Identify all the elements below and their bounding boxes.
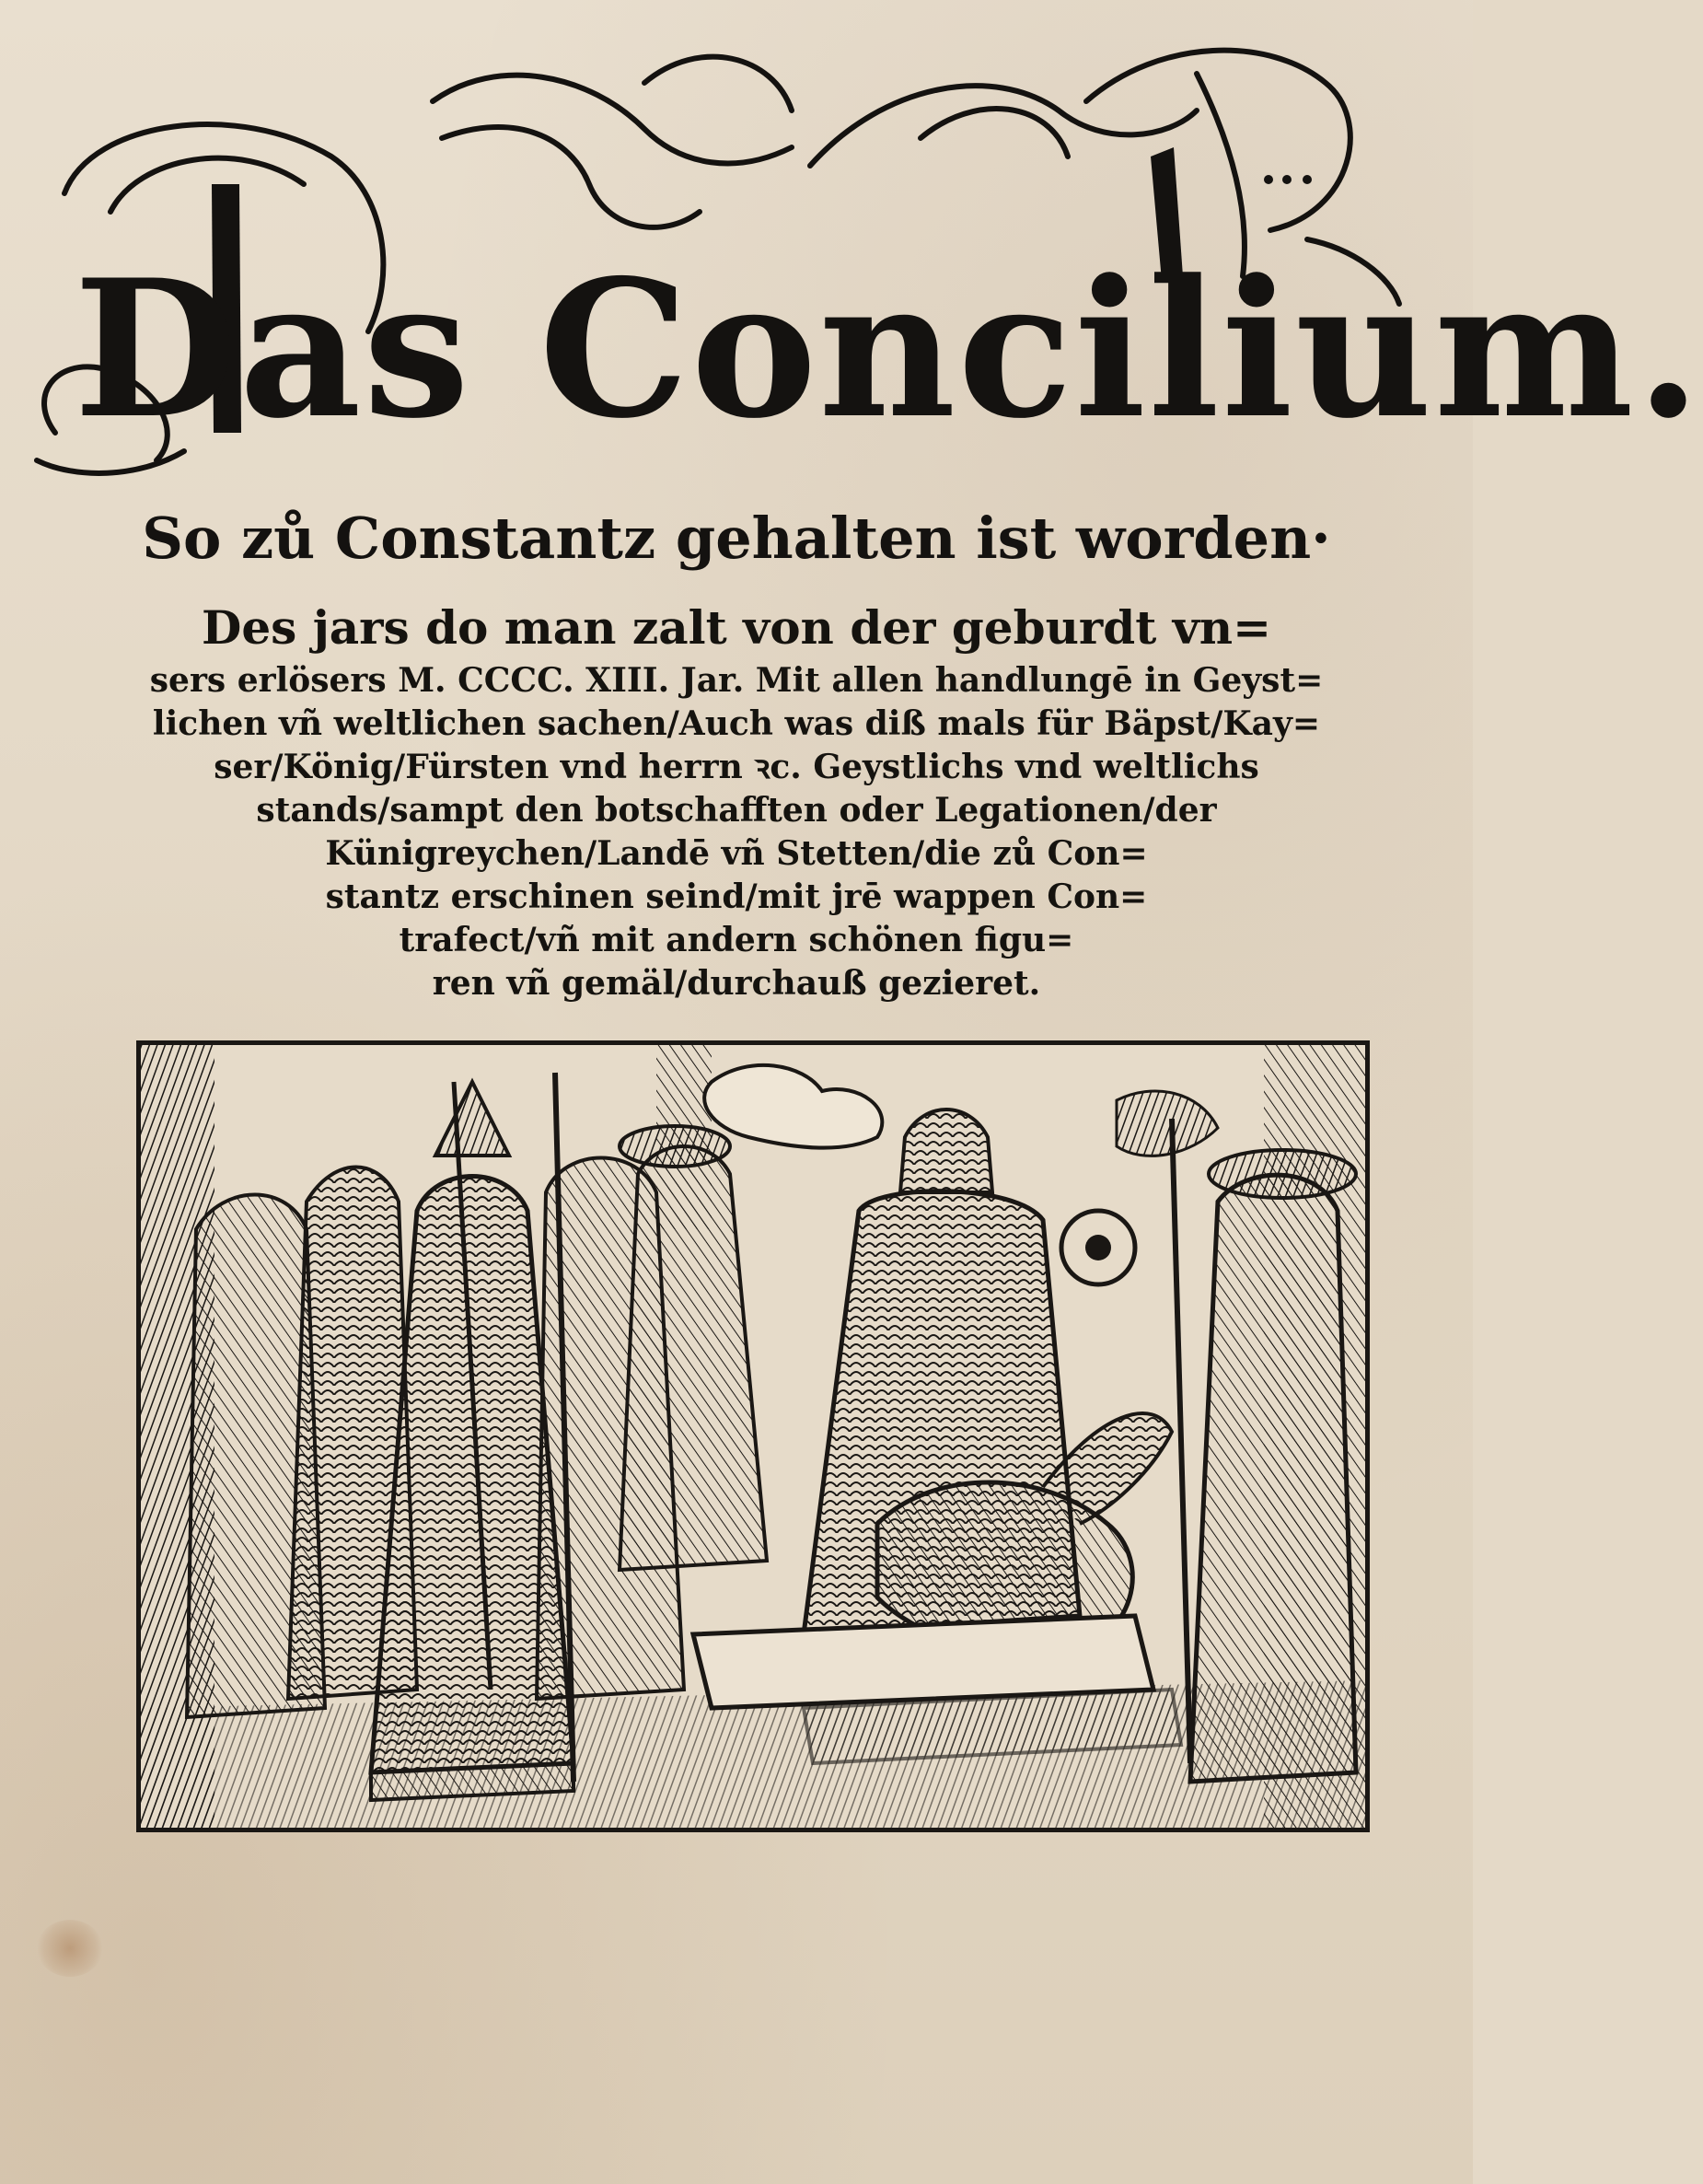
foxing-stain [37, 1920, 103, 1977]
body-text [138, 598, 1335, 1005]
body-line: ren vñ gemäl/durchauß gezieret. [432, 964, 1041, 1003]
body-line: Künigreychen/Landē vñ Stetten/die zů Con= [325, 834, 1148, 873]
page-subtitle: So zů Constantz gehalten ist worden· [142, 505, 1331, 572]
body-line: sers erlösers M. CCCC. XIII. Jar. Mit allen handlungē in Geyst= [149, 661, 1324, 700]
woodcut-illustration [136, 1040, 1370, 1832]
body-line: stands/sampt den botschafften oder Legationen/der [256, 791, 1217, 830]
body-line: ser/König/Fürsten vnd herrn ꝛc. Geystlichs vnd weltlichs [214, 748, 1259, 786]
body-line: trafect/vñ mit andern schönen figu= [399, 921, 1074, 959]
woodcut-council-scene-icon [141, 1045, 1365, 1828]
body-line: stantz erschinen seind/mit jrē wappen Con= [325, 877, 1148, 916]
page-title: Das Concilium. [74, 239, 1703, 460]
body-line: lichen vñ weltlichen sachen/Auch was diß mals für Bäpst/Kay= [152, 704, 1321, 743]
body-line: Des jars do man zalt von der geburdt vn= [201, 600, 1272, 655]
